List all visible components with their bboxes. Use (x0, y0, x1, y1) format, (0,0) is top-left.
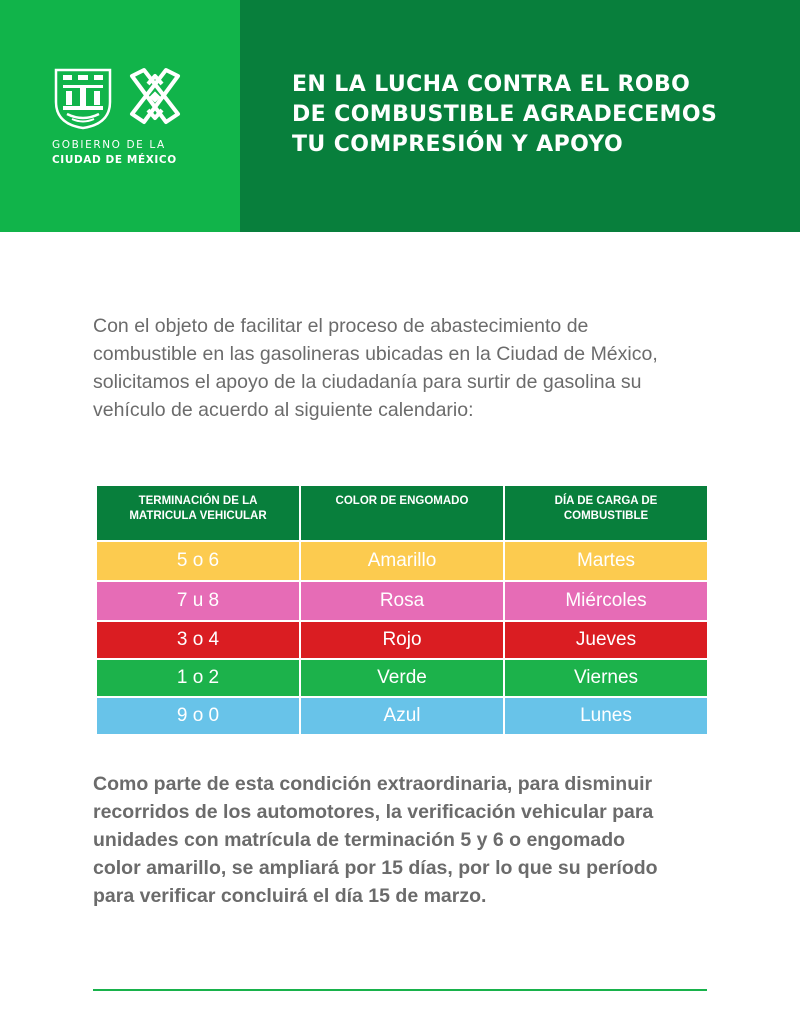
coat-of-arms-icon (52, 66, 114, 130)
plate-ending-cell: 9 o 0 (96, 697, 300, 735)
header-text: MATRICULA VEHICULAR (129, 510, 267, 522)
header-text: COMBUSTIBLE (563, 510, 649, 522)
sticker-color-cell: Verde (300, 659, 504, 697)
footer-divider (93, 989, 707, 991)
fuel-day-cell: Jueves (504, 621, 708, 659)
table-row (96, 697, 708, 735)
sticker-color-cell: Azul (300, 697, 504, 735)
fuel-day-cell: Martes (504, 541, 708, 581)
header-sticker-color (300, 485, 504, 541)
refuel-calendar-table (95, 484, 709, 736)
header-text: TERMINACIÓN DE LA (138, 495, 258, 507)
closing-line: para verificar concluirá el día 15 de marzo. (93, 885, 487, 907)
page-title (292, 70, 782, 160)
header-fuel-day (504, 485, 708, 541)
title-line: TU COMPRESIÓN Y APOYO (292, 132, 624, 157)
plate-ending-cell: 3 o 4 (96, 621, 300, 659)
title-line: DE COMBUSTIBLE AGRADECEMOS (292, 102, 718, 127)
plate-ending-cell: 7 u 8 (96, 581, 300, 621)
closing-line: unidades con matrícula de terminación 5 y 6 o engomado (93, 829, 626, 851)
intro-paragraph (93, 312, 733, 424)
closing-paragraph (93, 770, 733, 910)
sticker-color-cell: Amarillo (300, 541, 504, 581)
logo-line-2: CIUDAD DE MÉXICO (52, 154, 177, 166)
logo-line-1: GOBIERNO DE LA (52, 139, 166, 151)
table-row (96, 659, 708, 697)
intro-line: combustible en las gasolineras ubicadas en la Ciudad de México, (93, 343, 658, 365)
table-row (96, 621, 708, 659)
fuel-day-cell: Viernes (504, 659, 708, 697)
intro-line: Con el objeto de facilitar el proceso de abastecimiento de (93, 315, 589, 337)
intro-line: solicitamos el apoyo de la ciudadanía para surtir de gasolina su (93, 371, 642, 393)
cdmx-x-mark-icon (124, 66, 186, 132)
header-text: COLOR DE ENGOMADO (335, 495, 469, 507)
fuel-day-cell: Miércoles (504, 581, 708, 621)
intro-line: vehículo de acuerdo al siguiente calendario: (93, 399, 474, 421)
title-line: EN LA LUCHA CONTRA EL ROBO (292, 72, 691, 97)
closing-line: color amarillo, se ampliará por 15 días, por lo que su período (93, 857, 658, 879)
header-banner (0, 0, 800, 232)
fuel-day-cell: Lunes (504, 697, 708, 735)
plate-ending-cell: 1 o 2 (96, 659, 300, 697)
closing-line: recorridos de los automotores, la verificación vehicular para (93, 801, 654, 823)
header-plate-ending (96, 485, 300, 541)
closing-line: Como parte de esta condición extraordinaria, para disminuir (93, 773, 653, 795)
government-logo-text (52, 138, 202, 168)
logo-panel (0, 0, 240, 232)
table-row (96, 581, 708, 621)
table-row (96, 541, 708, 581)
table-header-row (96, 485, 708, 541)
sticker-color-cell: Rojo (300, 621, 504, 659)
header-text: DÍA DE CARGA DE (554, 495, 658, 507)
plate-ending-cell: 5 o 6 (96, 541, 300, 581)
sticker-color-cell: Rosa (300, 581, 504, 621)
